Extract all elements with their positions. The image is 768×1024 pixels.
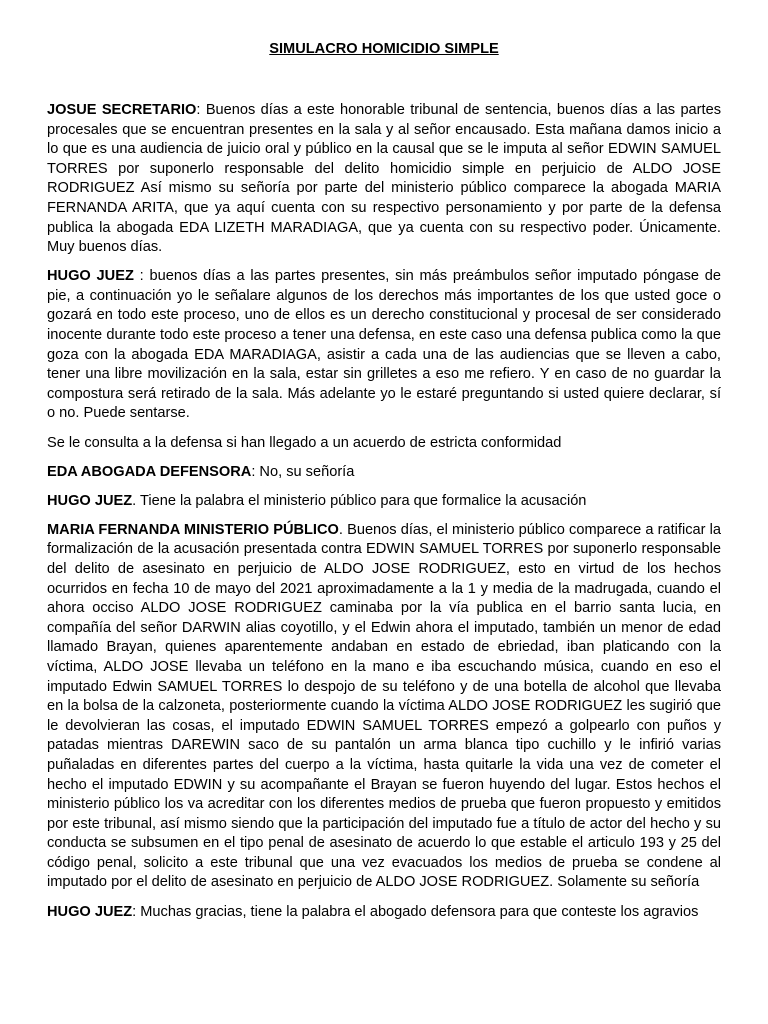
paragraph-text: Se le consulta a la defensa si han llegado a un acuerdo de estricta conformidad: [47, 434, 562, 451]
paragraph-text: . Buenos días, el ministerio público comparece a ratificar la formalización de la acusación presentada contra EDWIN SAMUEL TORRES por suponerlo responsable del delito de asesinato en perjuicio de ALDO JOSE RODRIGUEZ, esto en virtud de los hechos ocurridos en fecha 10 de mayo del 2021 aproximadamente a la 1 y media de la madrugada, cuando el ahora occiso ALDO JOSE RODRIGUEZ caminaba por la vía publica en el barrio santa lucia, en compañía del señor DARWIN alias coyotillo, y el Edwin ahora el imputado, también un menor de edad llamado Brayan, quienes aparentemente andaban en estado de ebriedad, iban platicando con la víctima, ALDO JOSE llevaba un teléfono en la mano e iba escuchando música, cuando en eso el imputado Edwin SAMUEL TORRES lo despojo de su teléfono y de una botella de alcohol que llevaba en la bolsa de la calzoneta, posteriormente cuando la víctima ALDO JOSE RODRIGUEZ les sugirió que le devolvieran las cosas, el imputado EDWIN SAMUEL TORRES empezó a golpearlo con puños y patadas mientras DAREWIN saco de su pantalón un arma blanca tipo cuchillo y le infirió varias puñaladas en diferentes partes del cuerpo a la víctima, hasta quitarle la vida una vez de cometer el hecho el imputado EDWIN y su acompañante el Brayan se fueron huyendo del lugar. Estos hechos el ministerio público los va acreditar con los diferentes medios de prueba que fueron propuesto y emitidos por este tribunal, así mismo siendo que la participación del imputado fue a título de actor del hecho y su conducta se subsumen en el tipo penal de asesinato de acuerdo lo que estable el articulo 193 y 25 del código penal, solicito a este tribunal que una vez evacuados los medios de prueba se condene al imputado por el delito de asesinato en perjuicio de ALDO JOSE RODRIGUEZ. Solamente su señoría: [47, 521, 721, 891]
paragraph-prosecution-accusation: [47, 521, 721, 893]
speaker-name: HUGO JUEZ: [47, 903, 133, 920]
document-page: [47, 40, 721, 932]
paragraph-text: : Muchas gracias, tiene la palabra el abogado defensora para que conteste los agravios: [132, 903, 699, 920]
paragraph-judge-prosecution-turn: [47, 492, 721, 512]
speaker-name: HUGO JUEZ: [47, 492, 133, 509]
paragraph-text: . Tiene la palabra el ministerio público para que formalice la acusación: [132, 492, 587, 509]
document-title: SIMULACRO HOMICIDIO SIMPLE: [269, 41, 499, 57]
paragraph-defense-reply: [47, 463, 721, 483]
paragraph-text: : Buenos días a este honorable tribunal de sentencia, buenos días a las partes procesales que se encuentran presentes en la sala y al señor encausado. Esta mañana damos inicio a lo que es una audiencia de juicio oral y público en la causal que se le imputa al señor EDWIN SAMUEL TORRES por suponerlo responsable del delito homicidio simple en perjuicio de ALDO JOSE RODRIGUEZ Así mismo su señoría por parte del ministerio público comparece la abogada MARIA FERNANDA ARITA, que ya aquí cuenta con su respectivo personamiento y por parte de la defensa publica la abogada EDA LIZETH MARADIAGA, que ya cuenta con su respectivo poder. Únicamente. Muy buenos días.: [47, 102, 722, 256]
speaker-name: MARIA FERNANDA MINISTERIO PÚBLICO: [47, 521, 339, 538]
paragraph-text: : buenos días a las partes presentes, sin más preámbulos señor imputado póngase de pie, a continuación yo le señalare algunos de los derechos más importantes de los que usted goce o gozará en todo este proceso, uno de ellos es un derecho constitucional y procesal de ser considerado inocente durante todo este proceso a tener una defensa, en este caso una defensa publica como la que goza con la abogada EDA MARADIAGA, asistir a cada una de las audiencias que se lleven a cabo, tener una libre movilización en la sala, estar sin grilletes a eso me refiero. Y en caso de no guardar la compostura será retirado de la sala. Más adelante yo le estaré preguntando si usted quiere declarar, sí o no. Puede sentarse.: [47, 268, 722, 422]
paragraph-judge-defense-turn: [47, 903, 721, 923]
speaker-name: JOSUE SECRETARIO: [47, 102, 197, 118]
paragraph-secretary-opening: [47, 101, 721, 258]
speaker-name: HUGO JUEZ: [47, 268, 134, 285]
speaker-name: EDA ABOGADA DEFENSORA: [47, 463, 252, 480]
paragraph-judge-rights: [47, 267, 721, 424]
paragraph-consultation: [47, 434, 721, 454]
paragraph-text: : No, su señoría: [251, 463, 355, 480]
